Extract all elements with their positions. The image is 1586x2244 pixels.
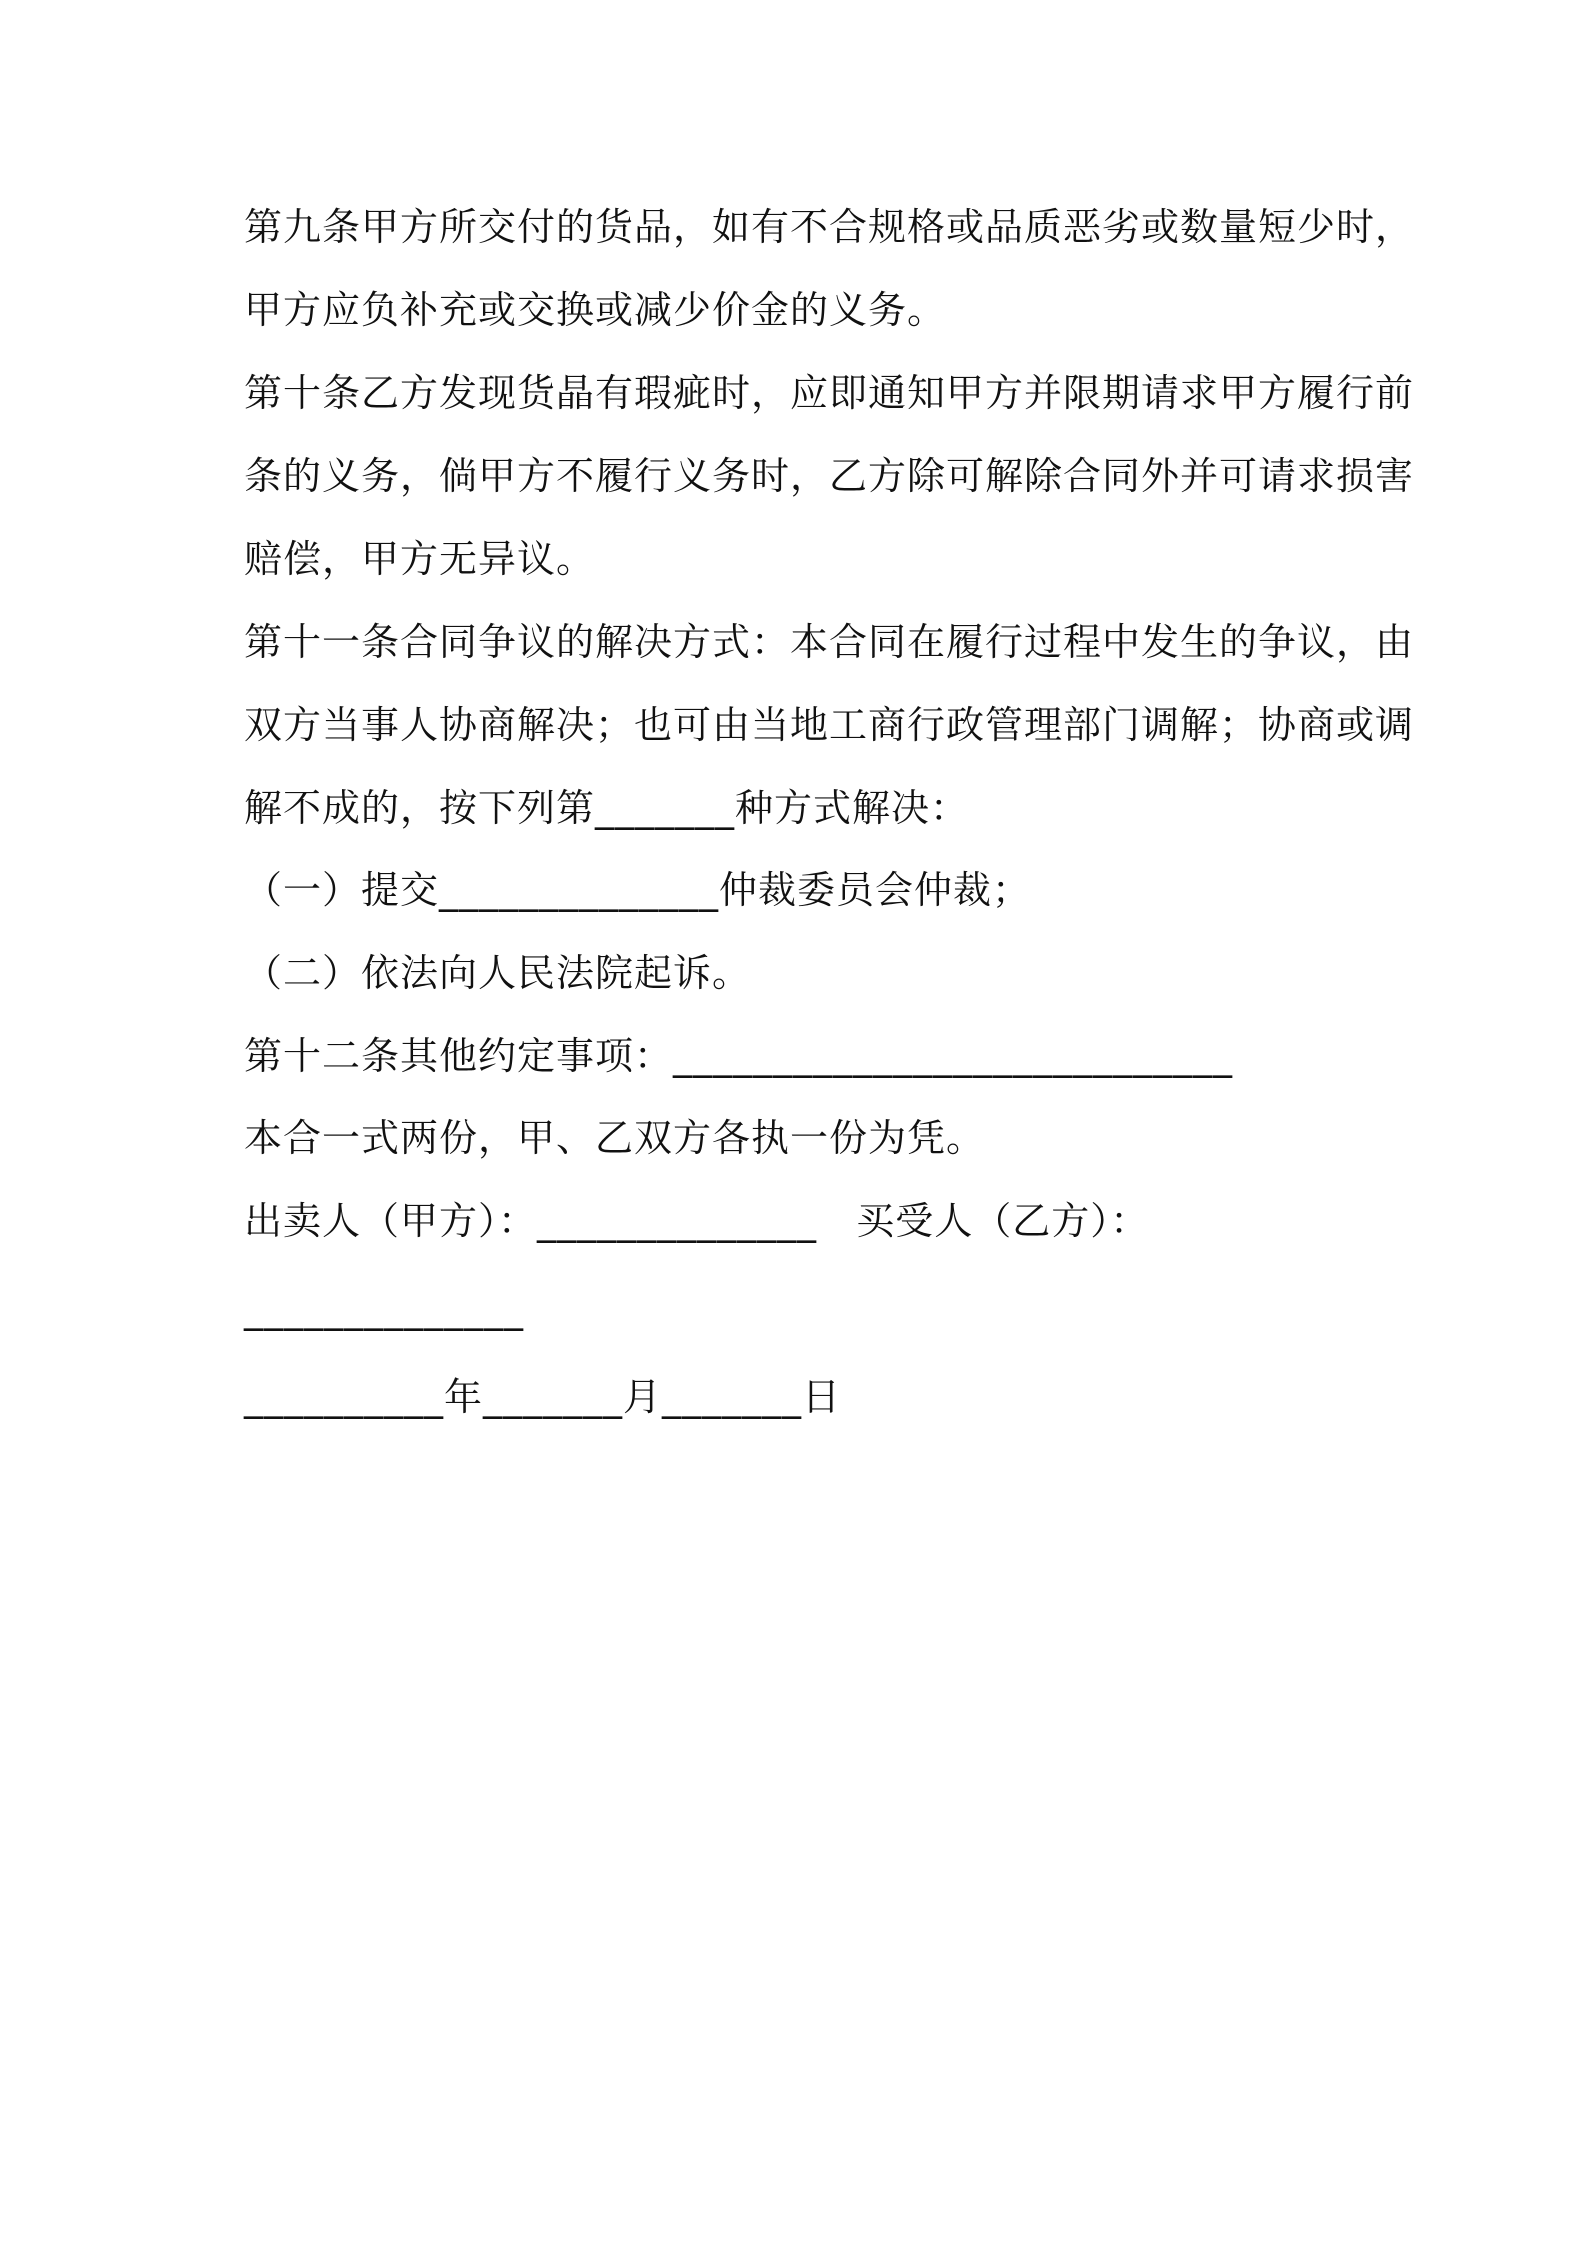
article-11-option-1: （一）提交______________仲裁委员会仲裁； (244, 868, 1032, 912)
article-11-line-2: 双方当事人协商解决；也可由当地工商行政管理部门调解；协商或调 (244, 703, 1415, 747)
signature-line-1: 出卖人（甲方）：______________ 买受人（乙方）： (244, 1199, 1150, 1243)
article-12-line-1: 第十二条其他约定事项：____________________________ (244, 1034, 1234, 1078)
article-11-option-2: （二）依法向人民法院起诉。 (244, 951, 752, 995)
date-line: __________年_______月_______日 (244, 1375, 842, 1419)
copies-line: 本合一式两份，甲、乙双方各执一份为凭。 (244, 1116, 986, 1160)
signature-line-2: ______________ (244, 1287, 524, 1331)
article-9-line-2: 甲方应负补充或交换或减少价金的义务。 (244, 288, 947, 332)
article-11-line-1: 第十一条合同争议的解决方式：本合同在履行过程中发生的争议，由 (244, 620, 1415, 664)
article-11-line-3: 解不成的，按下列第_______种方式解决： (244, 786, 970, 830)
article-9-line-1: 第九条甲方所交付的货品，如有不合规格或品质恶劣或数量短少时， (244, 205, 1415, 249)
article-10-line-3: 赔偿，甲方无异议。 (244, 537, 596, 581)
article-10-line-2: 条的义务，倘甲方不履行义务时，乙方除可解除合同外并可请求损害 (244, 454, 1415, 498)
article-10-line-1: 第十条乙方发现货晶有瑕疵时，应即通知甲方并限期请求甲方履行前 (244, 371, 1415, 415)
